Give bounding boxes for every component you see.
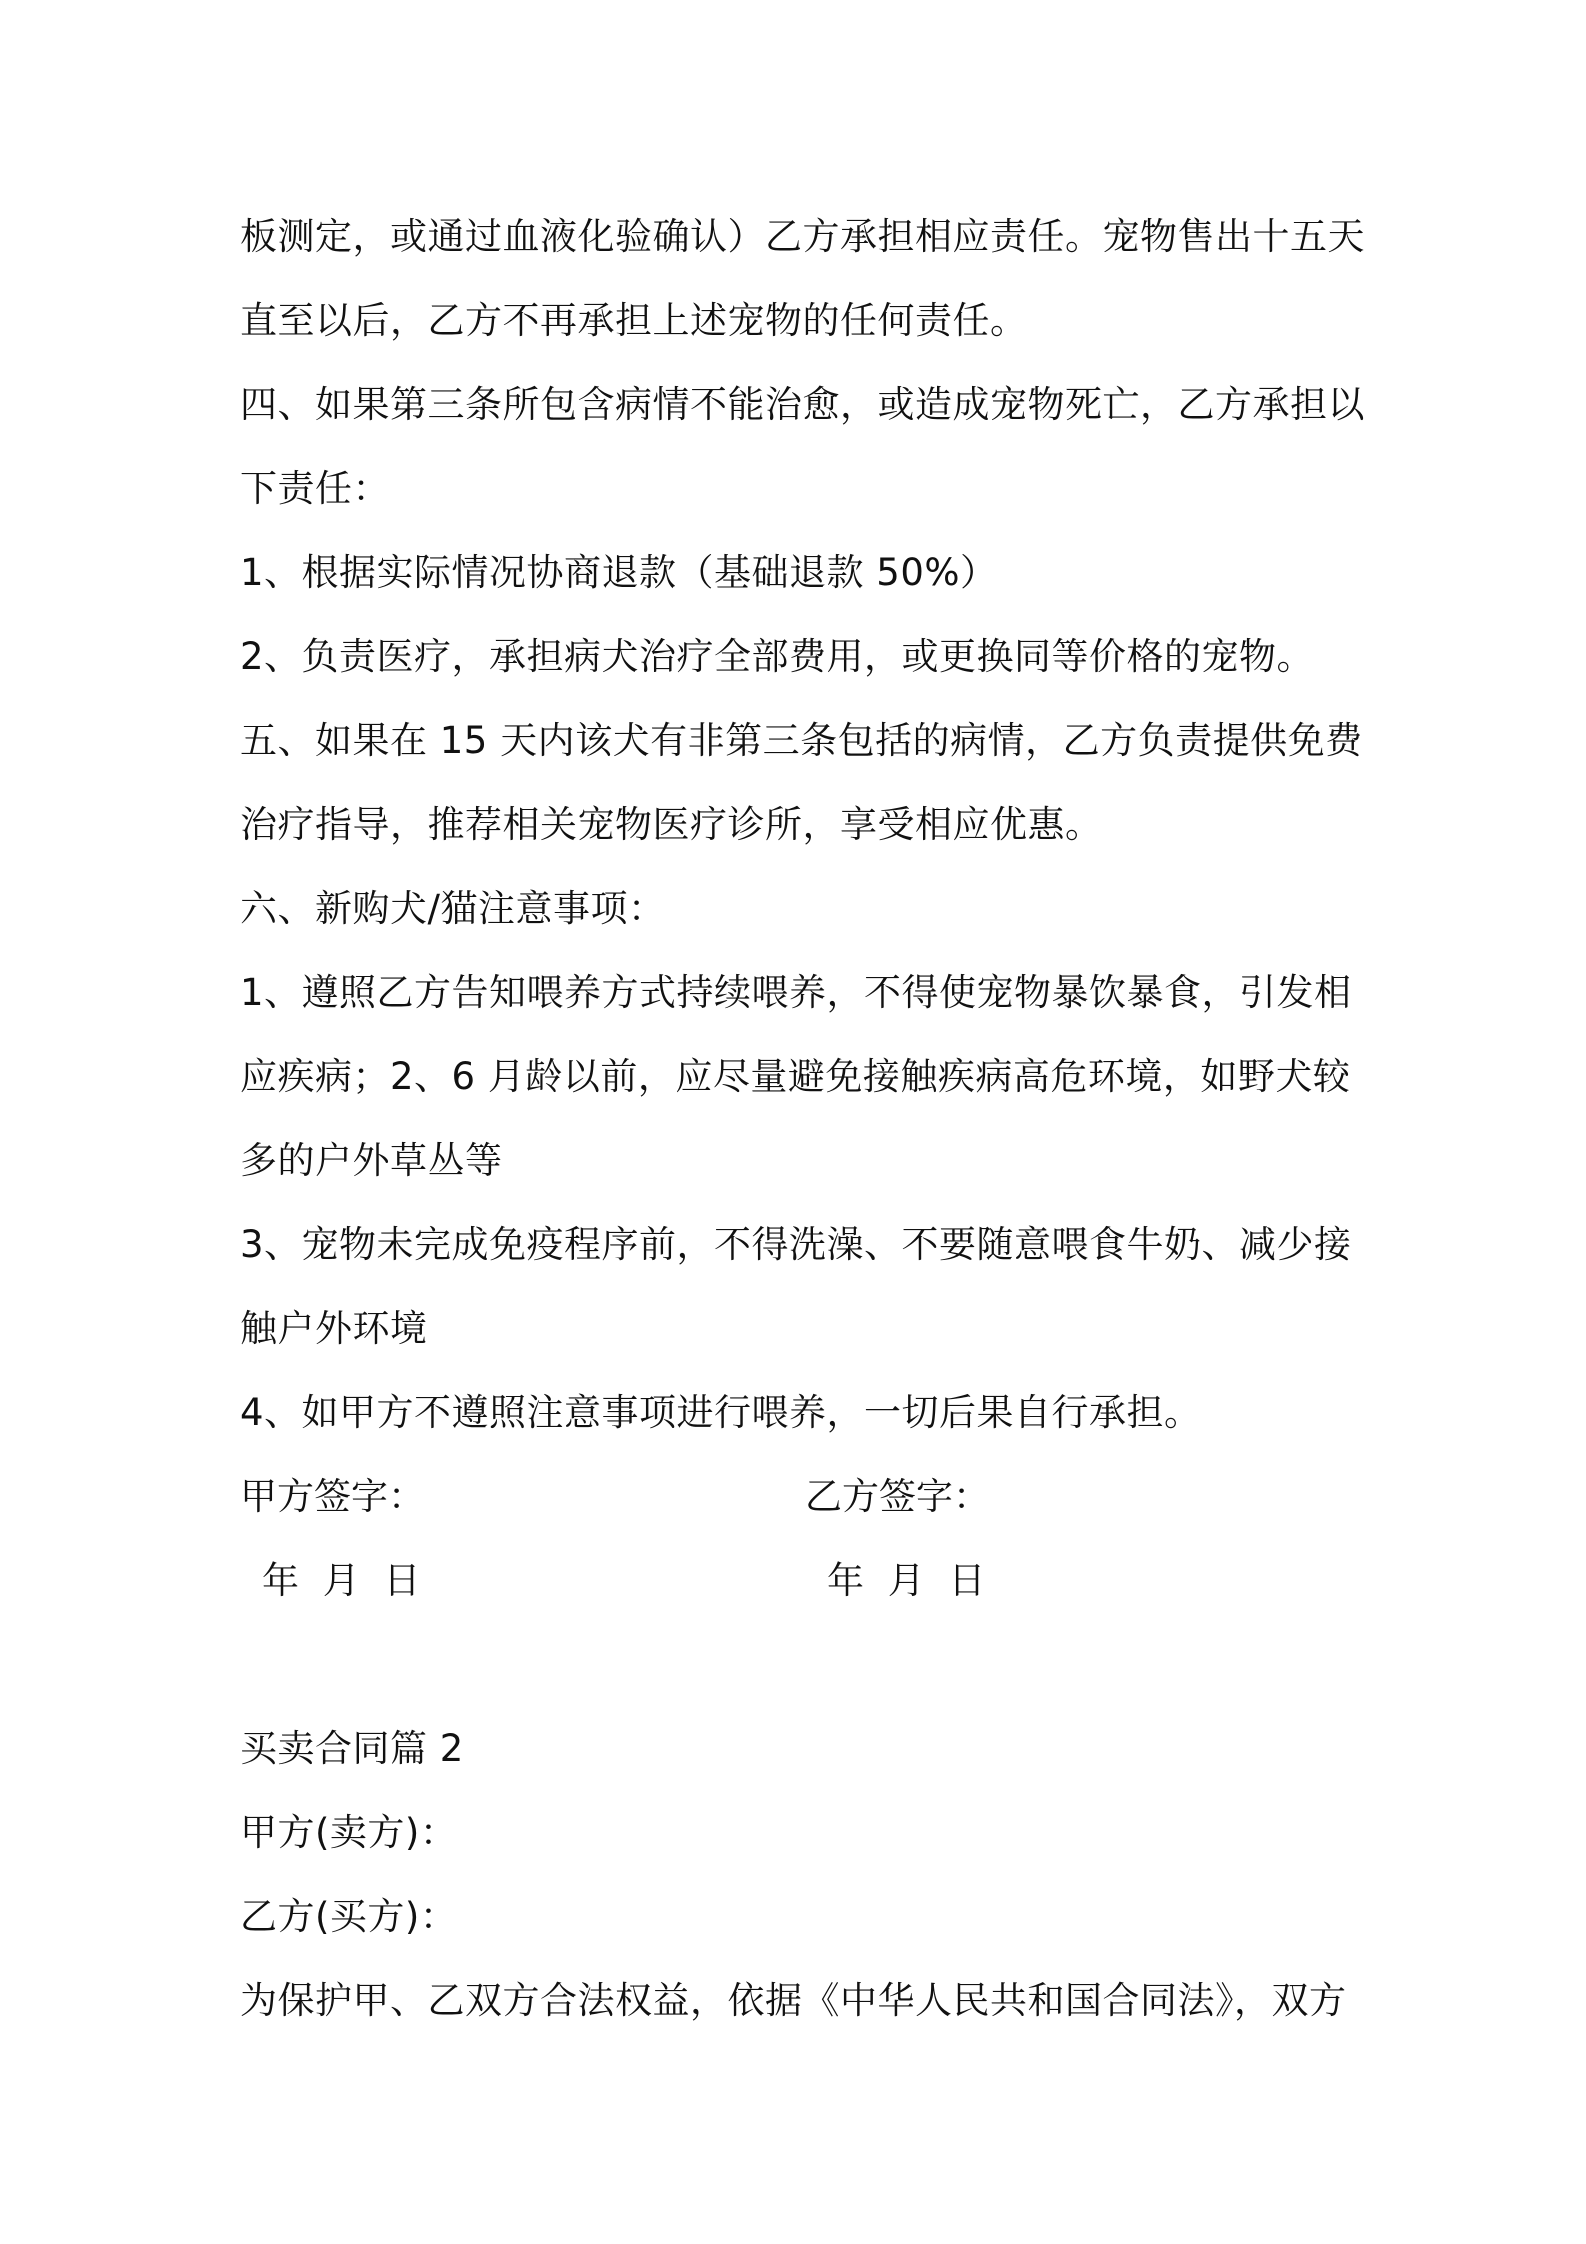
- clause-four-heading: 四、如果第三条所包含病情不能治愈，或造成宠物死亡，乙方承担以: [240, 383, 1365, 426]
- list-item: 1、根据实际情况协商退款（基础退款 50%）: [240, 551, 998, 594]
- text-line: 治疗指导，推荐相关宠物医疗诊所，享受相应优惠。: [240, 803, 1103, 846]
- date-row: [240, 1539, 1360, 1623]
- list-item: 3、宠物未完成免疫程序前，不得洗澡、不要随意喂食牛奶、减少接: [240, 1223, 1352, 1266]
- signature-row: [240, 1455, 1360, 1539]
- text-line: 为保护甲、乙双方合法权益，依据《中华人民共和国合同法》，双方: [240, 1979, 1347, 2022]
- text-line: 直至以后，乙方不再承担上述宠物的任何责任。: [240, 299, 1028, 342]
- text-line: 多的户外草丛等: [240, 1139, 503, 1182]
- list-item: 1、遵照乙方告知喂养方式持续喂养，不得使宠物暴饮暴食，引发相: [240, 971, 1352, 1014]
- party-b-date: 年 月 日: [827, 1559, 986, 1602]
- list-item: 2、负责医疗，承担病犬治疗全部费用，或更换同等价格的宠物。: [240, 635, 1315, 678]
- party-a-field: 甲方(卖方)：: [240, 1811, 458, 1854]
- text-line: 下责任：: [240, 467, 390, 510]
- party-b-signature-label: 乙方签字：: [805, 1475, 990, 1518]
- blank-line: [240, 1623, 1360, 1707]
- party-a-signature-label: 甲方签字：: [240, 1475, 425, 1518]
- section-title: 买卖合同篇 2: [240, 1727, 464, 1770]
- clause-five-heading: 五、如果在 15 天内该犬有非第三条包括的病情，乙方负责提供免费: [240, 719, 1363, 762]
- party-a-date: 年 月 日: [262, 1559, 421, 1602]
- text-line: 板测定，或通过血液化验确认）乙方承担相应责任。宠物售出十五天: [240, 215, 1365, 258]
- text-line: 触户外环境: [240, 1307, 428, 1350]
- document-body: [240, 195, 1365, 2043]
- party-b-field: 乙方(买方)：: [240, 1895, 458, 1938]
- text-line: 应疾病；2、6 月龄以前，应尽量避免接触疾病高危环境，如野犬较: [240, 1055, 1351, 1098]
- list-item: 4、如甲方不遵照注意事项进行喂养，一切后果自行承担。: [240, 1391, 1202, 1434]
- clause-six-heading: 六、新购犬/猫注意事项：: [240, 887, 666, 930]
